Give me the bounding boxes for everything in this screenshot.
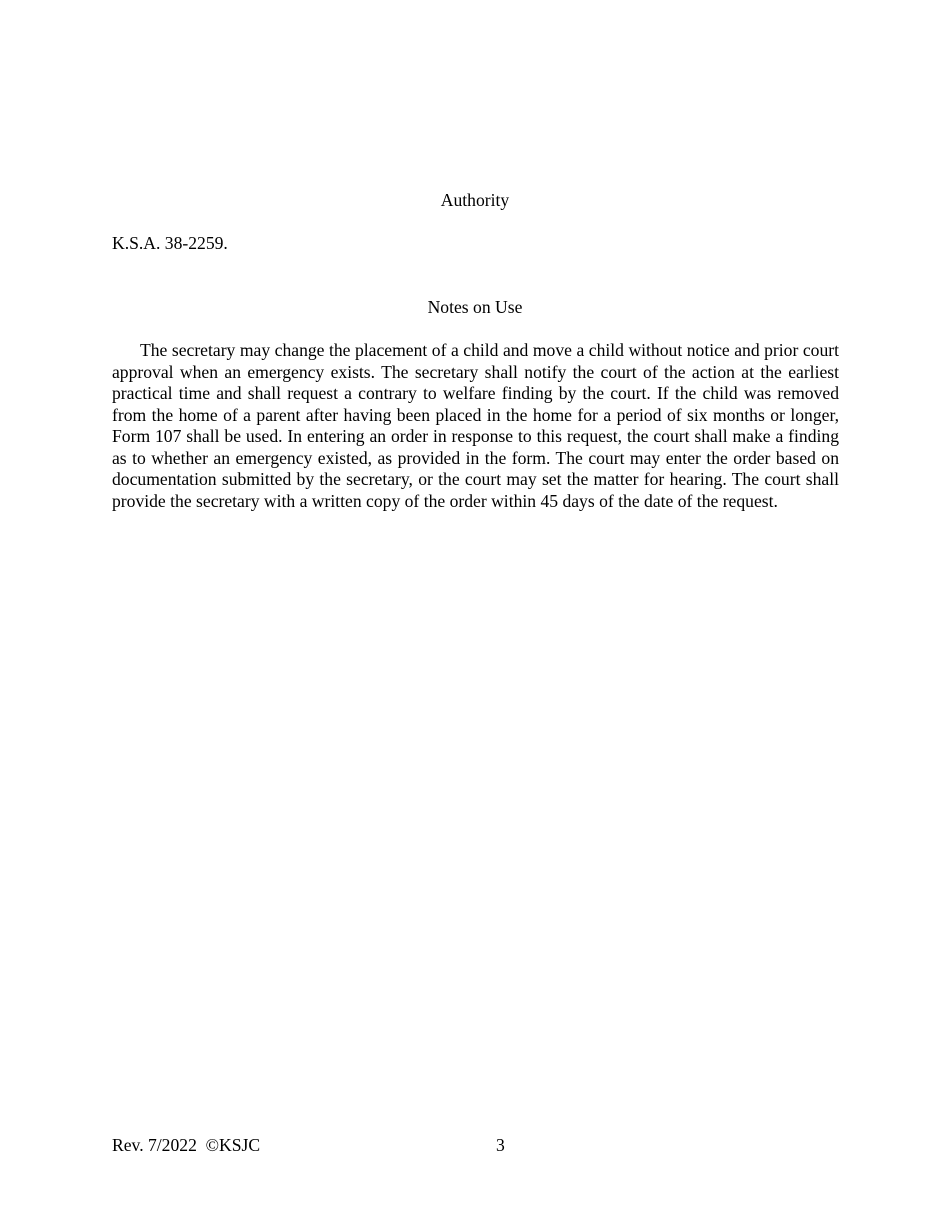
footer-page-number: 3 bbox=[496, 1135, 505, 1155]
authority-heading: Authority bbox=[440, 190, 510, 210]
notes-on-use-paragraph: The secretary may change the placement of a child and move a child without notice and prior court approval when an emergency exists. The secretary shall notify the court of the action at the earliest practical time and shall request a contrary to welfare finding by the court. If the child was removed from the home of a parent after having been placed in the home for a period of six months or longer, Form 107 shall be used. In entering an order in response to this request, the court shall make a finding as to whether an emergency existed, as provided in the form. The court may enter the order based on documentation submitted by the secretary, or the court may set the matter for hearing. The court shall provide the secretary with a written copy of the order within 45 days of the date of the request. bbox=[112, 340, 839, 511]
footer-revision: Rev. 7/2022 ©KSJC bbox=[112, 1135, 261, 1155]
notes-on-use-heading: Notes on Use bbox=[427, 297, 523, 317]
authority-citation: K.S.A. 38-2259. bbox=[112, 233, 228, 253]
